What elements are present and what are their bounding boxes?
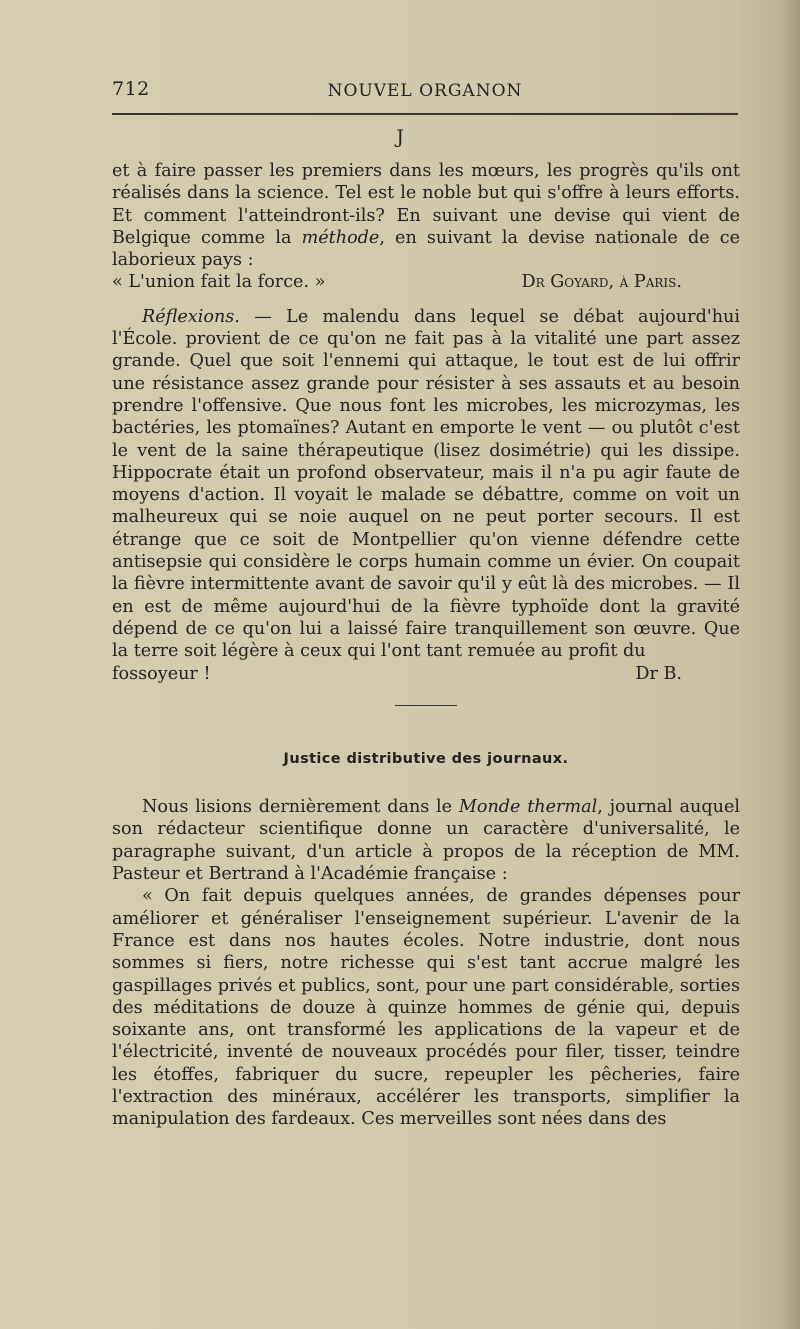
continued-line: comment l'atteindront-ils? En suivant une devise qui vient de Belgique xyxy=(112,205,741,248)
section-title: Justice distributive des journaux. xyxy=(283,750,569,767)
article-paragraph xyxy=(112,796,740,885)
spacer xyxy=(112,294,740,306)
reflexions-signature-row xyxy=(112,663,740,685)
reflexions-last-line: fossoyeur ! xyxy=(112,663,211,684)
page-header xyxy=(112,78,738,108)
continued-paragraph xyxy=(112,160,740,271)
running-title: NOUVEL ORGANON xyxy=(327,81,523,101)
page-number: 712 xyxy=(112,78,150,100)
continued-line: et à faire passer les premiers dans les mœurs, les progrès qu'ils ont xyxy=(112,161,740,181)
article-text: , journal auquel son rédacteur scientifique donne un caractère d'universalité, le paragraphe suivant, d'un article à propos de la réception de MM. Pasteur et Bertrand à l'Académie française : xyxy=(112,797,740,885)
continued-line: , en suivant la devise nationale de ce laborieux pays : xyxy=(112,227,741,271)
article-text: Nous lisions dernièrement dans le xyxy=(142,797,459,818)
emphasis-methode: méthode xyxy=(301,227,380,248)
reflexions-author: Dr B. xyxy=(635,663,682,684)
continued-line: réalisés dans la science. Tel est le noble but qui s'offre à leurs efforts. Et xyxy=(112,183,740,226)
journal-name: Monde thermal xyxy=(458,797,598,818)
author-signature: Dr Goyard, à Paris. xyxy=(521,272,682,293)
page-edge-shadow xyxy=(782,0,800,1329)
signature-mark: J xyxy=(396,126,404,148)
quoted-paragraph: « On fait depuis quelques années, de grandes dépenses pour améliorer et généraliser l'enseignement supérieur. L'avenir de la France est dans nos hautes écoles. Notre industrie, dont nous sommes si fiers, notre richesse qui s'est tant accrue malgré les gaspillages privés et publics, sont, pour une part considérable, sorties des méditations de douze à quinze hommes de génie qui, depuis soixante ans, ont transformé les applications de la vapeur et de l'électricité, inventé de nouveaux procédés pour filer, tisser, teindre les étoffes, fabriquer du sucre, repeupler les pêcheries, faire l'extraction des minéraux, accélérer les transports, simplifier la manipulation des fardeaux. Ces merveilles sont nées dans des xyxy=(112,886,740,1130)
continued-line: comme la xyxy=(201,227,302,248)
reflexions-text: — Le malendu dans lequel se débat aujourd'hui l'École. provient de ce qu'on ne fait pas à la vitalité une part assez grande. Quel que soit l'ennemi qui attaque, le tout est de lui offrir une résistance assez grande pour résister à ses assauts et au besoin prendre l'offensive. Que nous font les microbes, les microzymas, les bactéries, les ptomaïnes? Autant en emporte le vent — ou plutôt c'est le vent de la saine thérapeutique (lisez dosimétrie) qui les dissipe. Hippocrate était un profond observateur, mais il n'a pu agir faute de moyens d'action. Il voyait le malade se débattre, comme on voit un malheureux qui se noie auquel on ne peut porter secours. Il est étrange que ce soit de Montpellier qu'on vienne défendre cette antisepsie qui considère le corps humain comme un évier. On coupait la fièvre intermittente avant de savoir qu'il y eût là des microbes. — Il en est de même aujourd'hui de la fièvre typhoïde dont la gravité dépend de ce qu'on lui a laissé faire tranquillement son œuvre. Que la terre soit légère à ceux qui l'ont tant remuée au profit du xyxy=(112,306,740,662)
section-divider xyxy=(395,705,457,706)
reflexions-label: Réflexions. xyxy=(142,306,240,327)
motto: « L'union fait la force. » xyxy=(112,272,326,293)
motto-signature-row xyxy=(112,271,740,293)
reflexions-paragraph xyxy=(112,306,740,663)
page-body xyxy=(112,160,740,1131)
header-rule xyxy=(112,113,738,115)
